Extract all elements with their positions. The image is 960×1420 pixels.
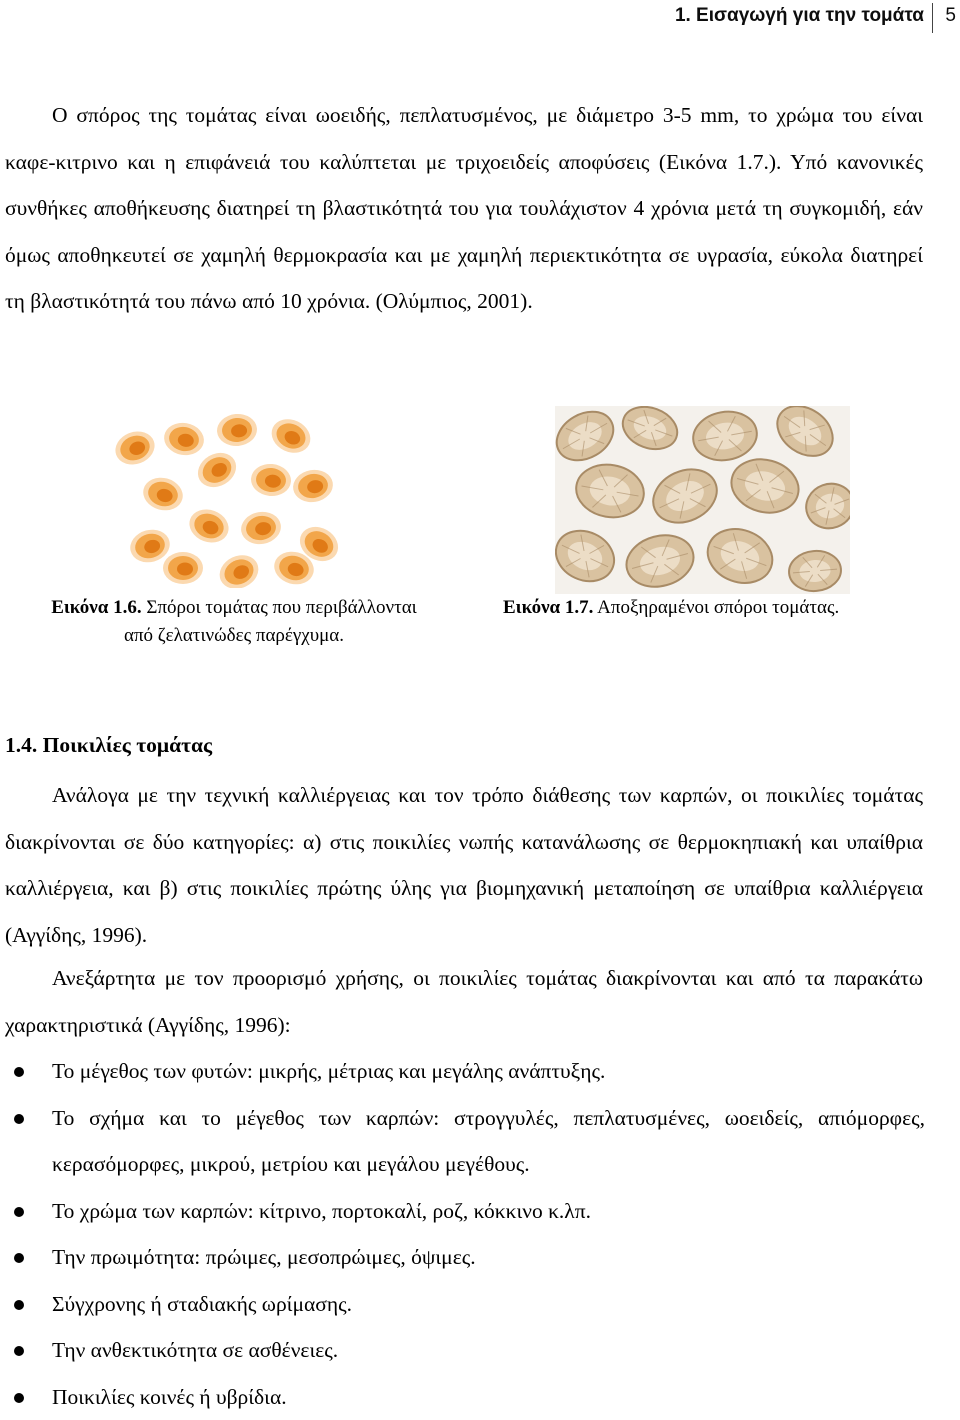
list-item-text: Σύγχρονης ή σταδιακής ωρίμασης. [52,1292,352,1316]
list-item [0,1281,925,1328]
bullet-icon [14,1067,24,1077]
caption-text: Σπόροι τομάτας που περιβάλλονται [146,597,416,618]
gelatinous-seed [163,552,203,584]
list-item [0,1234,925,1281]
paragraph-text: Ανεξάρτητα με τον προορισμό χρήσης, οι ποικιλίες τομάτας διακρίνονται και από τα παρακάτω χαρακτηριστικά (Αγγίδης, 1996): [5,966,923,1037]
bullet-icon [14,1300,24,1310]
page-number: 5 [945,5,956,27]
list-item-text: Το μέγεθος των φυτών: μικρής, μέτριας και μεγάλης ανάπτυξης. [52,1059,605,1083]
list-item [0,1374,925,1420]
list-item-text: Την ανθεκτικότητα σε ασθένειες. [52,1338,338,1362]
caption-label: Εικόνα 1.7. [503,597,593,618]
intro-paragraph [5,92,923,325]
characteristics-list [0,1048,925,1420]
caption-label: Εικόνα 1.6. [51,597,141,618]
bullet-icon [14,1114,24,1124]
paragraph-text: Ανάλογα με την τεχνική καλλιέργειας και τον τρόπο διάθεσης των καρπών, οι ποικιλίες τομάτας διακρίνονται σε δύο κατηγορίες: α) στις ποικιλίες νωπής κατανάλωσης σε θερμοκηπιακή και υπαίθρια καλλιέργεια, και β) στις ποικιλίες πρώτης ύλης για βιομηχανική μεταποίηση σε υπαίθρια καλλιέργεια (Αγγίδης, 1996). [5,783,923,947]
section-heading: 1.4. Ποικιλίες τομάτας [5,733,212,758]
intro-text: Ο σπόρος της τομάτας είναι ωοειδής, πεπλατυσμένος, με διάμετρο 3-5 mm, το χρώμα του είναι καφε-κιτρινο και η επιφάνειά του καλύπτεται με τριχοειδείς αποφύσεις (Εικόνα 1.7.). Υπό κανονικές συνθήκες αποθήκευσης διατηρεί τη βλαστικότητά του για τουλάχιστον 4 χρόνια μετά τη συγκομιδή, εάν όμως αποθηκευτεί σε χαμηλή θερμοκρασία και με χαμηλή περιεκτικότητα σε υγρασία, εύκολα διατηρεί τη βλαστικότητά του πάνω από 10 χρόνια. (Ολύμπιος, 2001). [5,103,923,313]
bullet-icon [14,1253,24,1263]
bullet-icon [14,1393,24,1403]
figure-1-7-caption [503,594,923,622]
list-item-text: Το χρώμα των καρπών: κίτρινο, πορτοκαλί, ροζ, κόκκινο κ.λπ. [52,1199,591,1223]
figure-1-6-caption [14,594,454,650]
section-paragraph-1 [5,772,923,958]
list-item [0,1327,925,1374]
caption-line: από ζελατινώδες παρέγχυμα. [14,622,454,650]
bullet-icon [14,1346,24,1356]
list-item-text: Το σχήμα και το μέγεθος των καρπών: στρογγυλές, πεπλατυσμένες, ωοειδείς, απιόμορφες, κερασόμορφες, μικρού, μετρίου και μεγάλου μεγέθους. [52,1106,925,1177]
list-item [0,1188,925,1235]
chapter-title: 1. Εισαγωγή για την τομάτα [675,5,924,27]
list-item-text: Την πρωιμότητα: πρώιμες, μεσοπρώιμες, όψιμες. [52,1245,476,1269]
page-header [0,0,960,36]
figure-dried-seeds [555,406,850,594]
bullet-icon [14,1207,24,1217]
list-item [0,1048,925,1095]
caption-text: Αποξηραμένοι σπόροι τομάτας. [597,597,839,618]
figure-gelatinous-seeds [113,406,347,588]
section-paragraph-2 [5,955,923,1048]
caption-line [14,594,454,622]
header-divider [932,3,933,33]
list-item-text: Ποικιλίες κοινές ή υβρίδια. [52,1385,287,1409]
list-item [0,1095,925,1188]
